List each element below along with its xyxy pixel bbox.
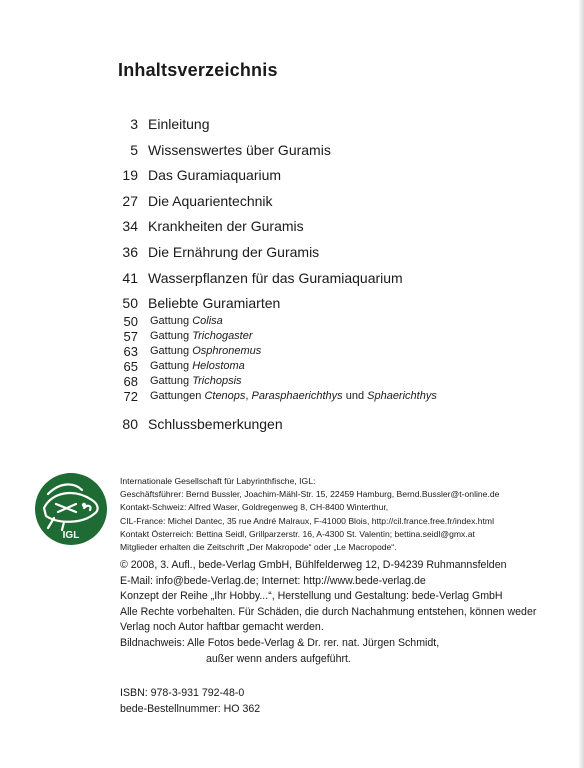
igl-line: Kontakt-Schweiz: Alfred Waser, Goldregenweg 8, CH-8400 Winterthur, — [120, 502, 389, 513]
toc-page-number: 65 — [123, 359, 138, 375]
toc-page-number: 34 — [122, 218, 138, 235]
imprint-line: Konzept der Reihe „Ihr Hobby...“, Herstellung und Gestaltung: bede-Verlag GmbH — [120, 590, 503, 603]
toc-subentry-title — [150, 375, 242, 387]
toc-entry-title: Beliebte Guramiarten — [148, 295, 281, 312]
fish-eye-icon — [82, 503, 86, 507]
toc-entry-title: Das Guramiaquarium — [148, 167, 282, 184]
separator: und — [342, 390, 368, 403]
imprint-line: E-Mail: info@bede-Verlag.de; Internet: http://www.bede-verlag.de — [120, 574, 426, 587]
isbn-block — [120, 686, 260, 717]
separator: , — [245, 390, 252, 403]
igl-line: Internationale Gesellschaft für Labyrinthfische, IGL: — [120, 476, 316, 486]
toc-page-number: 50 — [123, 314, 138, 330]
igl-fish-logo — [34, 472, 108, 546]
toc-entry-title: Krankheiten der Guramis — [148, 218, 304, 235]
toc-entry-title: Einleitung — [148, 116, 210, 132]
toc-entry-title: Wissenswertes über Guramis — [148, 141, 331, 158]
toc-page-number: 36 — [122, 243, 138, 260]
genus-prefix: Gattung — [150, 330, 193, 343]
genus-prefix: Gattung — [150, 345, 193, 358]
genus-name: Trichopsis — [192, 375, 242, 388]
igl-line: Mitglieder erhalten die Zeitschrift „Der Makropode“ oder „Le Macropode“. — [120, 542, 397, 553]
imprint-line: Verlag noch Autor haftbar gemacht werden. — [120, 621, 324, 634]
igl-line: CIL-France: Michel Dantec, 35 rue André Malraux, F-41000 Blois, http://cil.france.free.fr/index.html — [120, 515, 494, 526]
toc-page-number: 63 — [123, 344, 138, 360]
isbn: ISBN: 978-3-931 792-48-0 — [120, 687, 245, 699]
toc-subentry-title — [150, 330, 253, 342]
toc-entry-title: Die Aquarientechnik — [148, 192, 273, 209]
toc-entry-title: Wasserpflanzen für das Guramiaquarium — [148, 269, 403, 286]
toc-page-number: 41 — [122, 269, 138, 286]
order-number: bede-Bestellnummer: HO 362 — [120, 702, 261, 715]
toc-page-number: 72 — [123, 389, 138, 405]
igl-info-block — [120, 475, 499, 554]
toc-page-number: 27 — [122, 192, 138, 209]
genus-name: Parasphaerichthys — [251, 390, 343, 403]
toc-page-number: 50 — [122, 295, 138, 312]
genus-name: Osphronemus — [192, 345, 262, 358]
toc-subentry-title — [150, 390, 437, 402]
toc-page-number: 68 — [123, 374, 138, 390]
toc-entry-title: Schlussbemerkungen — [148, 416, 283, 433]
logo-text: IGL — [62, 530, 80, 541]
toc-page-number: 19 — [122, 167, 138, 184]
igl-line: Geschäftsführer: Bernd Bussler, Joachim-Mähl-Str. 15, 22459 Hamburg, Bernd.Bussler@t-online.de — [120, 489, 500, 500]
igl-line: Kontakt Österreich: Bettina Seidl, Grillparzerstr. 16, A-4300 St. Valentin; bettina.seidl@gmx.at — [120, 528, 475, 539]
genus-prefix: Gattung — [150, 360, 193, 373]
imprint-line: außer wenn anders aufgeführt. — [206, 652, 351, 665]
toc-page-number: 57 — [123, 329, 138, 345]
genus-name: Helostoma — [192, 360, 245, 373]
toc-subentry-title — [150, 360, 245, 372]
page-edge-shadow — [578, 0, 584, 768]
genus-name: Sphaerichthys — [367, 390, 437, 403]
imprint-line: Bildnachweis: Alle Fotos bede-Verlag & Dr. rer. nat. Jürgen Schmidt, — [120, 636, 440, 649]
toc-subentry-title — [150, 315, 223, 327]
genus-name: Colisa — [192, 315, 223, 328]
toc-page-number: 3 — [130, 116, 138, 132]
page-title: Inhaltsverzeichnis — [118, 60, 278, 80]
toc-page-number: 5 — [130, 141, 138, 158]
imprint-block — [120, 558, 536, 667]
imprint-line: Alle Rechte vorbehalten. Für Schäden, die durch Nachahmung entstehen, können weder — [120, 605, 537, 618]
imprint-line: © 2008, 3. Aufl., bede-Verlag GmbH, Bühlfelderweg 12, D-94239 Ruhmannsfelden — [120, 559, 507, 571]
genus-prefix: Gattung — [150, 315, 193, 328]
toc-subentry-title — [150, 345, 261, 357]
toc-page-number: 80 — [122, 416, 138, 433]
genus-prefix: Gattungen — [150, 390, 205, 403]
genus-name: Ctenops — [204, 390, 246, 403]
genus-prefix: Gattung — [150, 375, 193, 388]
genus-name: Trichogaster — [192, 330, 253, 343]
toc-entry-title: Die Ernährung der Guramis — [148, 243, 320, 260]
